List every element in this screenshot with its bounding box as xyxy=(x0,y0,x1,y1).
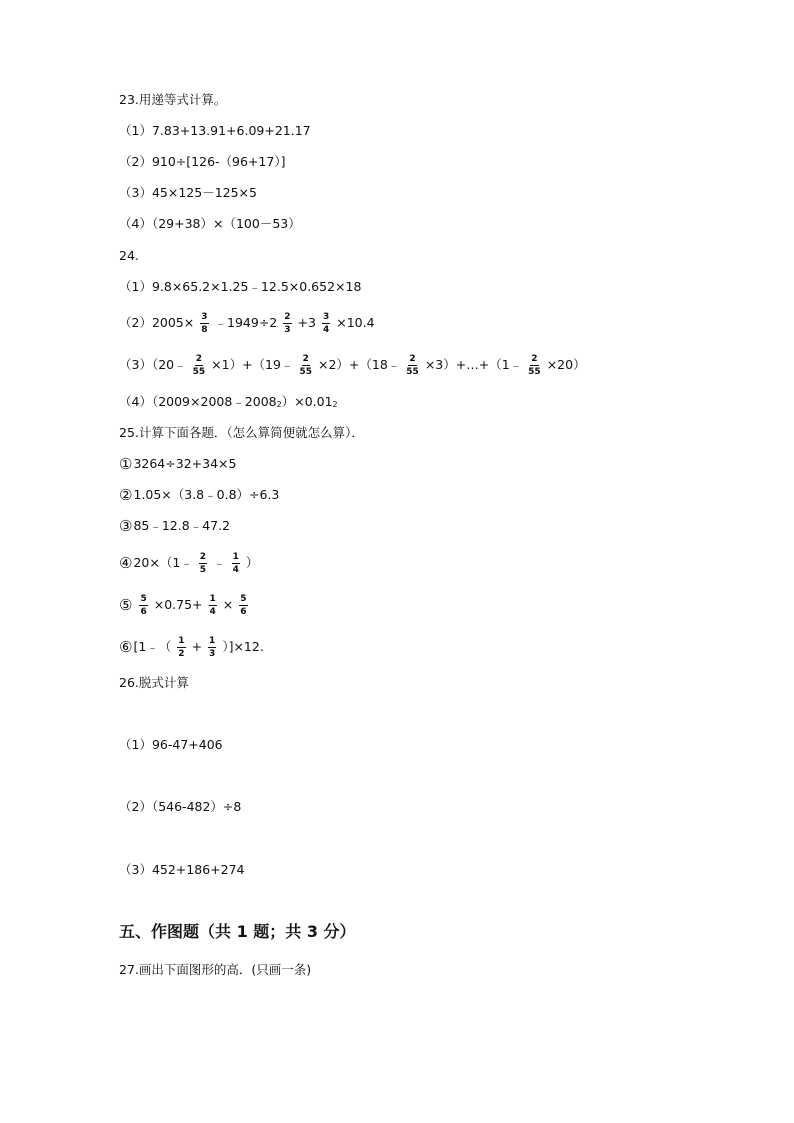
fraction: $\frac{2}{55}$ xyxy=(406,353,419,377)
circled-number: ⑥ xyxy=(119,638,133,656)
section-heading: 五、作图题（共 1 题；共 3 分） xyxy=(119,922,356,941)
fraction: $\frac{1}{2}$ xyxy=(178,635,185,659)
q25-item-3 xyxy=(119,518,230,534)
q25-item-5-text-1: ×0.75+ xyxy=(153,597,203,612)
q24-item-3-text-2: ×1）+（19﹣ xyxy=(211,357,294,372)
q25-title: 25.计算下面各题．（怎么算简便就怎么算）． xyxy=(119,425,364,440)
q25-item-6-text-3: ）]×12. xyxy=(222,639,264,654)
fraction: $\frac{2}{55}$ xyxy=(528,353,541,377)
q25-item-6 xyxy=(119,630,264,664)
fraction: $\frac{5}{6}$ xyxy=(140,593,147,617)
fraction: $\frac{2}{55}$ xyxy=(192,353,206,377)
q25-item-1-text: 3264÷32+34×5 xyxy=(133,456,237,471)
q25-item-5 xyxy=(119,588,254,622)
q26-title: 26.脱式计算 xyxy=(119,675,189,690)
superscript: 2 xyxy=(276,400,282,409)
fraction: $\frac{3}{4}$ xyxy=(322,311,330,335)
q24-item-3-text-1: （3）（20﹣ xyxy=(119,357,187,372)
q24-item-1: （1）9.8×65.2×1.25﹣12.5×0.652×18 xyxy=(119,279,362,294)
fraction: $\frac{5}{6}$ xyxy=(240,593,247,617)
q24-item-4 xyxy=(119,394,338,410)
q24-item-3-text-5: ×20） xyxy=(546,357,586,372)
q24-item-2-text-1: （2）2005× xyxy=(119,315,195,330)
q25-item-6-text-1: [1﹣（ xyxy=(133,639,172,654)
q26-item-3: （3）452+186+274 xyxy=(119,862,245,877)
q24-item-4-text-2: ）×0.01 xyxy=(281,394,333,409)
q26-item-1: （1）96-47+406 xyxy=(119,737,223,752)
q24-title: 24. xyxy=(119,248,139,263)
q24-item-3 xyxy=(119,348,586,382)
q23-item-1: （1）7.83+13.91+6.09+21.17 xyxy=(119,123,311,138)
q23-item-4: （4）（29+38）×（100－53） xyxy=(119,216,301,231)
q24-item-2-text-2: ﹣1949÷2 xyxy=(214,315,278,330)
q24-item-4-text-1: （4）（2009×2008﹣2008 xyxy=(119,394,277,409)
fraction: $\frac{1}{4}$ xyxy=(232,551,239,575)
fraction: $\frac{1}{4}$ xyxy=(209,593,216,617)
q27-title: 27.画出下面图形的高．(只画一条) xyxy=(119,962,312,977)
q24-item-3-text-4: ×3）+…+（1﹣ xyxy=(424,357,523,372)
circled-number: ④ xyxy=(119,554,133,572)
q25-item-4 xyxy=(119,546,258,580)
q24-item-2-text-4: ×10.4 xyxy=(336,315,375,330)
q23-item-2: （2）910÷[126-（96+17）] xyxy=(119,154,286,169)
q25-item-2-text: 1.05×（3.8﹣0.8）÷6.3 xyxy=(133,487,280,502)
fraction: $\frac{3}{8}$ xyxy=(201,311,208,335)
q25-item-4-text-3: ） xyxy=(245,555,259,570)
fraction: $\frac{2}{3}$ xyxy=(284,311,291,335)
q24-item-2 xyxy=(119,306,375,340)
q25-item-5-text-2: × xyxy=(222,597,234,612)
circled-number: ③ xyxy=(119,517,133,535)
q24-item-2-text-3: +3 xyxy=(297,315,316,330)
q23-title: 23.用递等式计算。 xyxy=(119,92,227,107)
q25-item-3-text: 85﹣12.8﹣47.2 xyxy=(133,518,231,533)
circled-number: ② xyxy=(119,486,133,504)
fraction: $\frac{2}{55}$ xyxy=(299,353,312,377)
superscript: 2 xyxy=(332,400,338,409)
fraction: $\frac{2}{5}$ xyxy=(199,551,207,575)
q23-item-3: （3）45×125－125×5 xyxy=(119,185,257,200)
q25-item-1 xyxy=(119,456,236,472)
circled-number: ① xyxy=(119,455,133,473)
q24-item-3-text-3: ×2）+（18﹣ xyxy=(317,357,401,372)
q25-item-2 xyxy=(119,487,279,503)
circled-number: ⑤ xyxy=(119,596,133,614)
fraction: $\frac{1}{3}$ xyxy=(209,635,216,659)
q26-item-2: （2）（546-482）÷8 xyxy=(119,799,242,814)
q25-item-4-text-2: ﹣ xyxy=(213,555,226,570)
q25-item-6-text-2: + xyxy=(191,639,203,654)
q25-item-4-text-1: 20×（1﹣ xyxy=(133,555,193,570)
